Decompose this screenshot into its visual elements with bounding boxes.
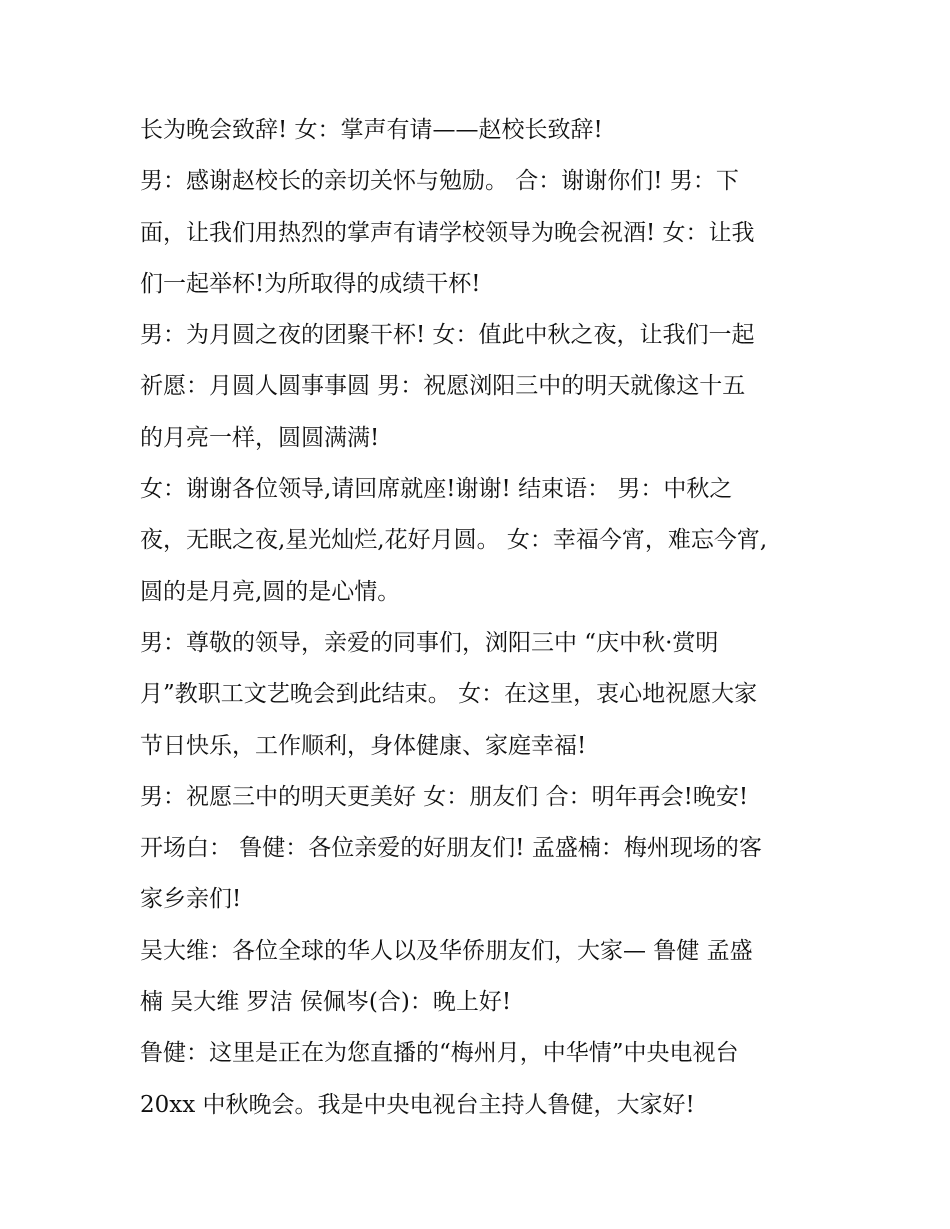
text-line: 家乡亲们! bbox=[140, 886, 242, 913]
text-line: 节日快乐，工作顺利，身体健康、家庭幸福! bbox=[140, 732, 587, 759]
text-line: 长为晚会致辞! 女：掌声有请——赵校长致辞! bbox=[140, 117, 603, 143]
text-line: 20xx 中秋晚会。我是中央电视台主持人鲁健，大家好! bbox=[140, 1091, 695, 1118]
text-line: 祈愿：月圆人圆事事圆 男：祝愿浏阳三中的明天就像这十五 bbox=[140, 373, 746, 400]
text-line: 月”教职工文艺晚会到此结束。 女：在这里，衷心地祝愿大家 bbox=[140, 681, 758, 708]
text-line: 男：为月圆之夜的团聚干杯! 女：值此中秋之夜，让我们一起 bbox=[140, 322, 755, 349]
text-line: 们一起举杯!为所取得的成绩干杯! bbox=[140, 270, 481, 297]
text-line: 男：祝愿三中的明天更美好 女：朋友们 合：明年再会!晚安! bbox=[140, 783, 749, 810]
text-line: 夜，无眠之夜,星光灿烂,花好月圆。 女：幸福今宵，难忘今宵, bbox=[140, 527, 768, 554]
text-line: 楠 吴大维 罗洁 侯佩岑(合)：晚上好! bbox=[140, 989, 512, 1016]
text-line: 男：感谢赵校长的亲切关怀与勉励。 合：谢谢你们! 男：下 bbox=[140, 168, 739, 195]
text-line: 面，让我们用热烈的掌声有请学校领导为晚会祝酒! 女：让我 bbox=[140, 219, 755, 246]
text-line: 男：尊敬的领导，亲爱的同事们，浏阳三中 “庆中秋·赏明 bbox=[140, 629, 719, 656]
text-line: 女：谢谢各位领导,请回席就座!谢谢! 结束语： 男：中秋之 bbox=[140, 476, 733, 503]
text-line: 鲁健：这里是正在为您直播的“梅州月，中华情”中央电视台 bbox=[140, 1040, 739, 1067]
document-body bbox=[140, 108, 820, 1134]
text-line: 吴大维：各位全球的华人以及华侨朋友们，大家— 鲁健 孟盛 bbox=[140, 937, 753, 964]
text-line: 开场白： 鲁健：各位亲爱的好朋友们! 孟盛楠：梅州现场的客 bbox=[140, 835, 762, 862]
text-line: 圆的是月亮,圆的是心情。 bbox=[140, 578, 401, 605]
text-line: 的月亮一样，圆圆满满! bbox=[140, 424, 380, 451]
